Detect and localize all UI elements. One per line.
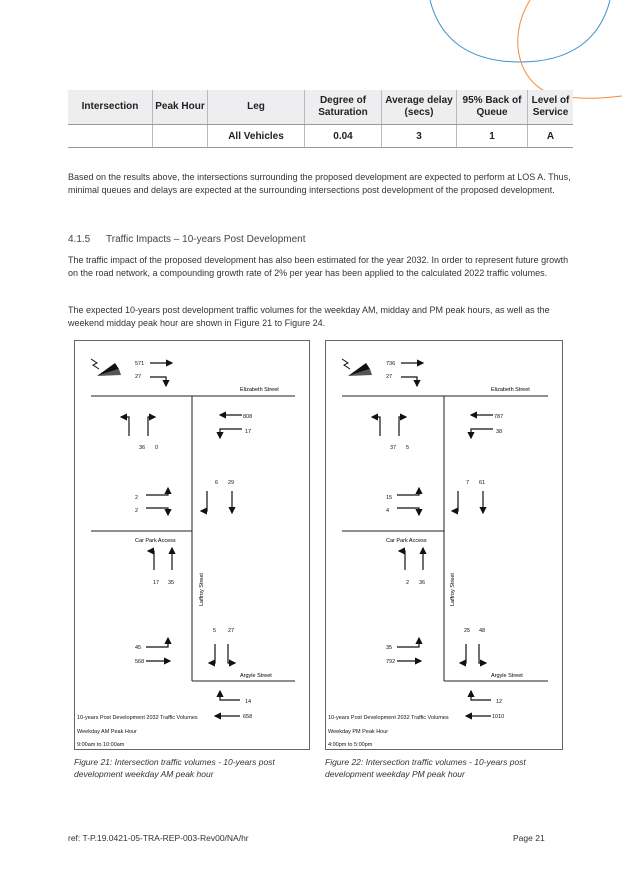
section-heading: [68, 234, 306, 245]
figures-intro-paragraph: The expected 10-years post development traffic volumes for the weekday AM, midday and PM peak hours, as well as the weekend midday peak hour are shown in Figure 21 to Figure 24.: [68, 305, 550, 328]
volume-label: 792: [386, 659, 396, 665]
table-cell: 3: [382, 125, 457, 148]
volume-label: 568: [135, 659, 145, 665]
street-label-elizabeth: Elizabeth Street: [491, 387, 530, 393]
street-label-laffroy: Laffroy Street: [199, 573, 205, 606]
volume-label: 35: [386, 645, 393, 651]
volume-label: 5: [406, 445, 410, 451]
col-intersection: Intersection: [68, 90, 153, 125]
legend-time: 4:00pm to 5:00pm: [328, 742, 373, 748]
volume-label: 6: [215, 480, 219, 486]
road-lines: [342, 396, 548, 681]
table-cell: [68, 125, 153, 148]
north-arrow-icon: [342, 359, 372, 376]
north-arrow-icon: [91, 359, 121, 376]
table-cell: All Vehicles: [208, 125, 305, 148]
intersection-results-table: [68, 90, 573, 148]
col-peak-hour: Peak Hour: [153, 90, 208, 125]
volume-label: 48: [479, 628, 486, 634]
road-lines: [91, 396, 295, 681]
volume-label: 36: [139, 445, 146, 451]
volume-label: 15: [386, 495, 393, 501]
street-label-car-park: Car Park Access: [386, 538, 427, 544]
volume-label: 27: [228, 628, 235, 634]
volume-label: 2: [406, 580, 410, 586]
volume-label: 35: [168, 580, 175, 586]
volume-label: 658: [243, 714, 253, 720]
street-label-laffroy: Laffroy Street: [450, 573, 456, 606]
col-leg: Leg: [208, 90, 305, 125]
volume-label: 808: [243, 414, 253, 420]
volume-label: 2: [135, 508, 139, 514]
legend-title: 10-years Post Development 2032 Traffic Volumes: [328, 715, 449, 721]
section-title: Traffic Impacts – 10-years Post Development: [106, 234, 306, 245]
volume-label: 736: [386, 361, 396, 367]
volume-label: 38: [496, 429, 503, 435]
footer-reference: ref: T-P.19.0421-05-TRA-REP-003-Rev00/NA/hr: [68, 833, 249, 843]
volume-label: 5: [213, 628, 217, 634]
volume-label: 17: [245, 429, 252, 435]
legend-title: 10-years Post Development 2032 Traffic Volumes: [77, 715, 198, 721]
volume-label: 37: [390, 445, 397, 451]
table-row: [68, 125, 573, 148]
results-paragraph: Based on the results above, the intersections surrounding the proposed development are expected to perform at LOS A. Thus, minimal queues and delays are expected at the surrounding intersections post development of the proposed development.: [68, 172, 571, 195]
legend-period: Weekday PM Peak Hour: [328, 729, 389, 735]
volume-label: 14: [245, 699, 252, 705]
growth-paragraph: The traffic impact of the proposed development has also been estimated for the year 2032. In order to represent future growth on the road network, a compounding growth rate of 2% per year has been applied to the calculated 2022 traffic volumes.: [68, 255, 569, 278]
figure-21-diagram: [74, 340, 310, 750]
volume-label: 36: [419, 580, 426, 586]
volume-label: 0: [155, 445, 159, 451]
volume-label: 17: [153, 580, 160, 586]
volume-label: 787: [494, 414, 504, 420]
street-label-car-park: Car Park Access: [135, 538, 176, 544]
volume-label: 7: [466, 480, 470, 486]
table-cell: 1: [457, 125, 528, 148]
street-label-elizabeth: Elizabeth Street: [240, 387, 279, 393]
volume-label: 27: [386, 374, 393, 380]
figure-22-caption: Figure 22: Intersection traffic volumes - 10-years post development weekday PM peak hour: [325, 757, 526, 779]
volume-label: 4: [386, 508, 390, 514]
street-label-argyle: Argyle Street: [491, 673, 523, 679]
col-degree-saturation: Degree of Saturation: [305, 90, 382, 125]
figure-21-svg: [75, 341, 309, 749]
volume-label: 571: [135, 361, 145, 367]
street-label-argyle: Argyle Street: [240, 673, 272, 679]
volume-label: 27: [135, 374, 142, 380]
page-number: Page 21: [513, 833, 545, 843]
volume-label: 45: [135, 645, 142, 651]
volume-label: 2: [135, 495, 139, 501]
volume-label: 29: [228, 480, 235, 486]
figure-21-caption: Figure 21: Intersection traffic volumes - 10-years post development weekday AM peak hour: [74, 757, 275, 779]
table-cell: 0.04: [305, 125, 382, 148]
col-back-of-queue: 95% Back of Queue: [457, 90, 528, 125]
volume-label: 12: [496, 699, 503, 705]
section-number: 4.1.5: [68, 234, 91, 245]
col-level-of-service: Level of Service: [528, 90, 574, 125]
table-cell: A: [528, 125, 574, 148]
col-average-delay: Average delay (secs): [382, 90, 457, 125]
volume-label: 61: [479, 480, 486, 486]
volume-label: 25: [464, 628, 471, 634]
figure-22-diagram: [325, 340, 563, 750]
volume-label: 1010: [492, 714, 505, 720]
table-cell: [153, 125, 208, 148]
legend-period: Weekday AM Peak Hour: [77, 729, 137, 735]
legend-time: 9:00am to 10:00am: [77, 742, 125, 748]
figure-22-svg: [326, 341, 562, 749]
